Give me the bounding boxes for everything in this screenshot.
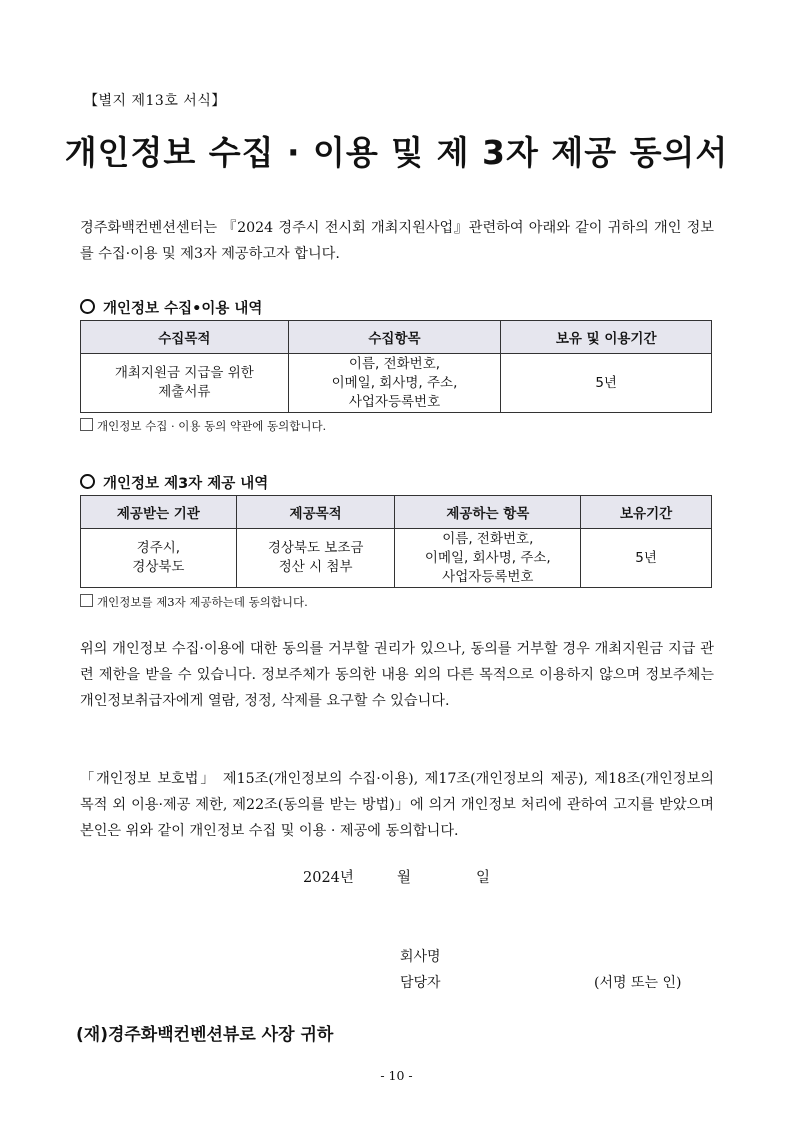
date-day: 일 [476, 870, 491, 886]
table-header-cell: 수집항목 [288, 321, 501, 354]
company-label: 회사명 [400, 949, 441, 965]
cell-line: 사업자등록번호 [442, 568, 534, 585]
cell-line: 사업자등록번호 [348, 393, 441, 410]
date-year: 2024년 [303, 870, 354, 886]
table-header-cell: 제공목적 [236, 496, 395, 529]
page-title: 개인정보 수집 · 이용 및 제 3자 제공 동의서 [64, 133, 729, 172]
table-header-cell: 수집목적 [81, 321, 289, 354]
third-party-heading-text: 개인정보 제3자 제공 내역 [103, 476, 269, 492]
cell-line: 이메일, 회사명, 주소, [424, 549, 551, 566]
collection-table [80, 320, 712, 413]
table-row [81, 354, 712, 413]
cell-line: 이름, 전화번호, [348, 355, 441, 372]
cell-line: 이름, 전화번호, [442, 530, 534, 547]
recipient: (재)경주화백컨벤션뷰로 사장 귀하 [76, 1025, 334, 1045]
cell-line: 경주시, [136, 540, 181, 556]
law-paragraph: 「개인정보 보호법」 제15조(개인정보의 수집·이용), 제17조(개인정보의 제공), 제18조(개인정보의 목적 외 이용·제공 제한, 제22조(동의를 받는 방법)」에 의거 개인정보 처리에 관하여 고지를 받았으며 본인은 위와 같이 개인정보 수집 및 이용 · 제공에 동의합니다. [80, 771, 714, 839]
agree-label: 개인정보 수집 · 이용 동의 약관에 동의합니다. [97, 419, 327, 433]
table-header-row [81, 321, 712, 354]
third-party-heading [80, 472, 268, 493]
agree-label: 개인정보를 제3자 제공하는데 동의합니다. [97, 595, 308, 609]
table-row [81, 529, 712, 588]
org-cell [81, 529, 237, 588]
cell-line: 제출서류 [158, 384, 211, 400]
intro-paragraph: 경주화백컨벤션센터는 『2024 경주시 전시회 개최지원사업』관련하여 아래와 같이 귀하의 개인 정보를 수집·이용 및 제3자 제공하고자 합니다. [80, 220, 714, 262]
table-header-cell: 제공하는 항목 [395, 496, 581, 529]
collection-agree-row[interactable] [80, 418, 326, 434]
period-cell: 5년 [581, 529, 712, 588]
items-cell [288, 354, 501, 413]
purpose-cell [81, 354, 289, 413]
items-cell [395, 529, 581, 588]
date-month: 월 [397, 870, 412, 886]
agree-checkbox[interactable] [80, 594, 93, 607]
rights-paragraph: 위의 개인정보 수집·이용에 대한 동의를 거부할 권리가 있으나, 동의를 거부할 경우 개최지원금 지급 관련 제한을 받을 수 있습니다. 정보주체가 동의한 내용 외의 다른 목적으로 이용하지 않으며 정보주체는 개인정보취급자에게 열람, 정정, 삭제를 요구할 수 있습니다. [80, 641, 714, 709]
purpose-cell [236, 529, 395, 588]
collection-heading [80, 297, 262, 318]
third-party-agree-row[interactable] [80, 594, 308, 610]
table-header-cell: 보유 및 이용기간 [501, 321, 712, 354]
period-cell: 5년 [501, 354, 712, 413]
cell-line: 이메일, 회사명, 주소, [331, 374, 458, 391]
circle-bullet-icon [80, 299, 95, 314]
cell-line: 정산 시 첨부 [278, 559, 353, 575]
agree-checkbox[interactable] [80, 418, 93, 431]
cell-line: 경상북도 보조금 [267, 540, 364, 556]
table-header-cell: 제공받는 기관 [81, 496, 237, 529]
sign-note: (서명 또는 인) [594, 975, 682, 991]
third-party-table [80, 495, 712, 588]
person-label: 담당자 [400, 975, 441, 991]
cell-line: 개최지원금 지급을 위한 [114, 365, 254, 381]
cell-line: 경상북도 [132, 559, 185, 575]
table-header-cell: 보유기간 [581, 496, 712, 529]
form-number: 【별지 제13호 서식】 [84, 93, 226, 109]
collection-heading-text: 개인정보 수집•이용 내역 [103, 301, 263, 317]
page-number: - 10 - [380, 1068, 413, 1083]
table-header-row [81, 496, 712, 529]
circle-bullet-icon [80, 474, 95, 489]
